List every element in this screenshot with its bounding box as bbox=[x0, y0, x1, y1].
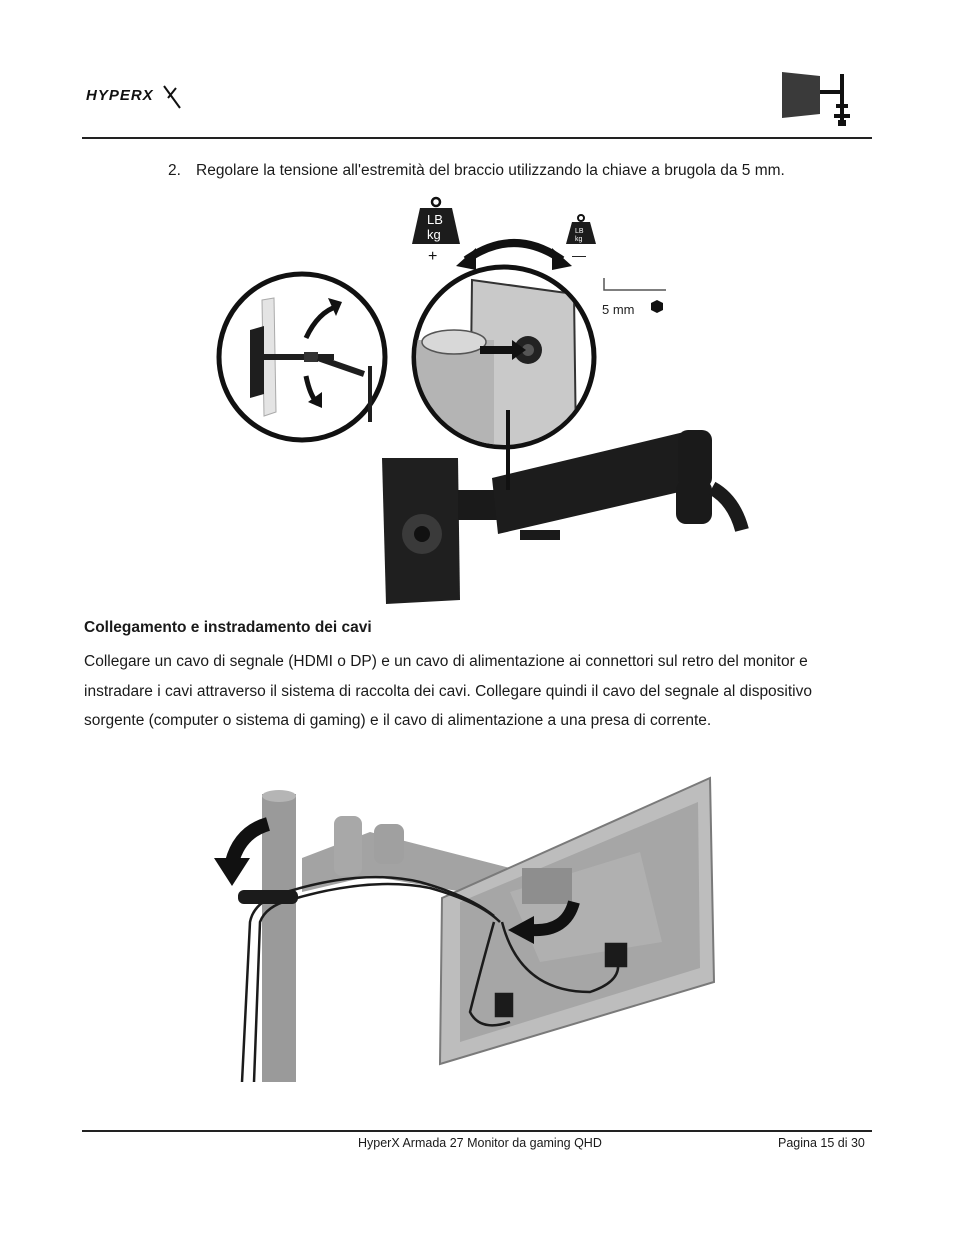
hyperx-logo bbox=[84, 78, 184, 112]
wrench-size: 5 mm bbox=[602, 302, 635, 317]
weight-light-top: LB bbox=[575, 228, 584, 235]
down-curved-arrow-icon bbox=[214, 824, 268, 886]
footer-divider bbox=[82, 1130, 872, 1132]
section-body: Collegare un cavo di segnale (HDMI o DP) e un cavo di alimentazione ai connettori sul retro del monitor e instradare i cavi attraverso il sistema di raccolta dei cavi. Collegare quindi il cavo del segnale al dispositivo sorgente (computer o sistema di gaming) e il cavo di alimentazione a una presa di corrente. bbox=[84, 653, 812, 729]
weight-heavy-top: LB bbox=[427, 212, 443, 227]
tilt-detail-circle bbox=[219, 274, 385, 440]
minus-sign: — bbox=[572, 247, 586, 263]
monitor-arm-icon bbox=[778, 70, 856, 126]
step-text: Regolare la tensione all'estremità del braccio utilizzando la chiave a brugola da 5 mm. bbox=[196, 162, 785, 179]
header-divider bbox=[82, 137, 872, 139]
section-title: Collegamento e instradamento dei cavi bbox=[84, 619, 372, 636]
heavy-weight-icon bbox=[412, 198, 460, 265]
tension-adjustment-illustration bbox=[214, 190, 754, 610]
cable-routing-illustration bbox=[210, 772, 730, 1082]
hex-key-icon bbox=[602, 278, 666, 317]
hex-socket-detail-circle bbox=[414, 267, 594, 450]
weight-light-bottom: kg bbox=[575, 236, 583, 243]
plus-sign: + bbox=[428, 248, 438, 265]
footer-title: HyperX Armada 27 Monitor da gaming QHD bbox=[358, 1136, 602, 1150]
light-weight-icon bbox=[566, 215, 596, 263]
step-2 bbox=[168, 160, 785, 182]
footer-page-number: Pagina 15 di 30 bbox=[778, 1136, 865, 1150]
step-number: 2. bbox=[168, 162, 181, 179]
logo-text: HYPERX bbox=[86, 87, 154, 104]
weight-heavy-bottom: kg bbox=[427, 227, 441, 242]
monitor-arm-assembly bbox=[382, 410, 742, 604]
